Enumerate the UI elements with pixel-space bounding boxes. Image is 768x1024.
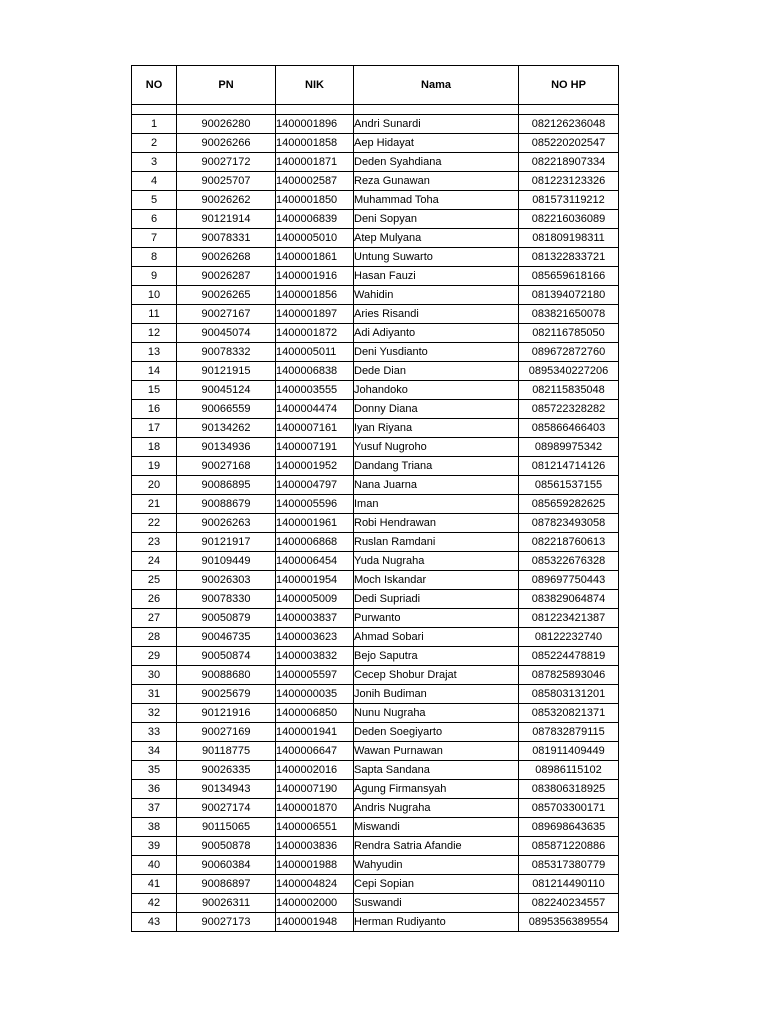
- cell-no-hp: 081214490110: [519, 875, 619, 894]
- cell-nik: 1400004474: [276, 400, 354, 419]
- table-row: [132, 457, 619, 476]
- cell-pn: 90086895: [177, 476, 276, 495]
- cell-nik: 1400007190: [276, 780, 354, 799]
- cell-nik: 1400006868: [276, 533, 354, 552]
- header-no: NO: [132, 66, 177, 105]
- cell-no: 2: [132, 134, 177, 153]
- cell-no: 27: [132, 609, 177, 628]
- cell-no-hp: 081911409449: [519, 742, 619, 761]
- table-row: [132, 172, 619, 191]
- table-row: [132, 913, 619, 932]
- cell-pn: 90078332: [177, 343, 276, 362]
- cell-no: 15: [132, 381, 177, 400]
- cell-no-hp: 089697750443: [519, 571, 619, 590]
- cell-no-hp: 082218907334: [519, 153, 619, 172]
- cell-pn: 90027173: [177, 913, 276, 932]
- cell-nik: 1400004797: [276, 476, 354, 495]
- cell-no-hp: 085320821371: [519, 704, 619, 723]
- cell-pn: 90027174: [177, 799, 276, 818]
- cell-no: 24: [132, 552, 177, 571]
- cell-no-hp: 083829064874: [519, 590, 619, 609]
- table-row: [132, 799, 619, 818]
- cell-pn: 90025679: [177, 685, 276, 704]
- cell-nik: 1400001948: [276, 913, 354, 932]
- cell-nama: Yusuf Nugroho: [354, 438, 519, 457]
- cell-nama: Wahyudin: [354, 856, 519, 875]
- cell-pn: 90121915: [177, 362, 276, 381]
- header-nik: NIK: [276, 66, 354, 105]
- cell-nama: Dandang Triana: [354, 457, 519, 476]
- cell-pn: 90121916: [177, 704, 276, 723]
- cell-no: 38: [132, 818, 177, 837]
- empty-row: [132, 105, 619, 115]
- cell-nama: Yuda Nugraha: [354, 552, 519, 571]
- cell-pn: 90086897: [177, 875, 276, 894]
- cell-pn: 90026335: [177, 761, 276, 780]
- cell-pn: 90027168: [177, 457, 276, 476]
- cell-no: 41: [132, 875, 177, 894]
- cell-no-hp: 085659282625: [519, 495, 619, 514]
- table-row: [132, 704, 619, 723]
- cell-nik: 1400001954: [276, 571, 354, 590]
- table-row: [132, 742, 619, 761]
- table-row: [132, 590, 619, 609]
- table-row: [132, 400, 619, 419]
- cell-no: 14: [132, 362, 177, 381]
- cell-nama: Agung Firmansyah: [354, 780, 519, 799]
- cell-pn: 90088679: [177, 495, 276, 514]
- cell-no: 40: [132, 856, 177, 875]
- cell-no-hp: 08989975342: [519, 438, 619, 457]
- cell-nik: 1400001941: [276, 723, 354, 742]
- cell-nik: 1400003832: [276, 647, 354, 666]
- cell-no-hp: 082126236048: [519, 115, 619, 134]
- table-row: [132, 210, 619, 229]
- table-row: [132, 362, 619, 381]
- cell-nik: 1400001916: [276, 267, 354, 286]
- cell-pn: 90026268: [177, 248, 276, 267]
- table-row: [132, 229, 619, 248]
- table-row: [132, 248, 619, 267]
- cell-nama: Ahmad Sobari: [354, 628, 519, 647]
- table-row: [132, 191, 619, 210]
- cell-no-hp: 085317380779: [519, 856, 619, 875]
- cell-pn: 90026311: [177, 894, 276, 913]
- cell-nama: Ruslan Ramdani: [354, 533, 519, 552]
- cell-nik: 1400003836: [276, 837, 354, 856]
- cell-no-hp: 082218760613: [519, 533, 619, 552]
- cell-pn: 90060384: [177, 856, 276, 875]
- cell-no-hp: 089698643635: [519, 818, 619, 837]
- cell-no-hp: 085659618166: [519, 267, 619, 286]
- cell-no: 10: [132, 286, 177, 305]
- cell-no: 19: [132, 457, 177, 476]
- cell-no-hp: 085871220886: [519, 837, 619, 856]
- cell-no-hp: 082115835048: [519, 381, 619, 400]
- cell-no: 35: [132, 761, 177, 780]
- cell-pn: 90121917: [177, 533, 276, 552]
- header-nama: Nama: [354, 66, 519, 105]
- table-row: [132, 818, 619, 837]
- cell-no-hp: 081573119212: [519, 191, 619, 210]
- cell-nik: 1400001871: [276, 153, 354, 172]
- cell-nik: 1400003837: [276, 609, 354, 628]
- cell-nik: 1400002000: [276, 894, 354, 913]
- cell-no: 7: [132, 229, 177, 248]
- cell-nama: Nunu Nugraha: [354, 704, 519, 723]
- cell-no: 30: [132, 666, 177, 685]
- cell-pn: 90026303: [177, 571, 276, 590]
- cell-nik: 1400006454: [276, 552, 354, 571]
- cell-nama: Deden Soegiyarto: [354, 723, 519, 742]
- cell-nama: Andris Nugraha: [354, 799, 519, 818]
- table-row: [132, 115, 619, 134]
- table-row: [132, 381, 619, 400]
- cell-no-hp: 08986115102: [519, 761, 619, 780]
- cell-no-hp: 08122232740: [519, 628, 619, 647]
- cell-nama: Deden Syahdiana: [354, 153, 519, 172]
- cell-pn: 90026263: [177, 514, 276, 533]
- cell-nik: 1400007191: [276, 438, 354, 457]
- cell-no-hp: 087823493058: [519, 514, 619, 533]
- cell-nik: 1400001897: [276, 305, 354, 324]
- cell-nama: Muhammad Toha: [354, 191, 519, 210]
- cell-nik: 1400000035: [276, 685, 354, 704]
- table-row: [132, 609, 619, 628]
- cell-no: 34: [132, 742, 177, 761]
- cell-no: 23: [132, 533, 177, 552]
- cell-no: 18: [132, 438, 177, 457]
- cell-pn: 90050878: [177, 837, 276, 856]
- cell-no: 22: [132, 514, 177, 533]
- cell-nama: Rendra Satria Afandie: [354, 837, 519, 856]
- cell-pn: 90026266: [177, 134, 276, 153]
- cell-no: 12: [132, 324, 177, 343]
- cell-nik: 1400004824: [276, 875, 354, 894]
- table-row: [132, 647, 619, 666]
- cell-nama: Deni Yusdianto: [354, 343, 519, 362]
- cell-nama: Dedi Supriadi: [354, 590, 519, 609]
- cell-no-hp: 081809198311: [519, 229, 619, 248]
- cell-no-hp: 085224478819: [519, 647, 619, 666]
- cell-no: 1: [132, 115, 177, 134]
- table-body: [132, 105, 619, 932]
- cell-nik: 1400001870: [276, 799, 354, 818]
- header-no-hp: NO HP: [519, 66, 619, 105]
- cell-nik: 1400006838: [276, 362, 354, 381]
- cell-nama: Andri Sunardi: [354, 115, 519, 134]
- cell-no: 37: [132, 799, 177, 818]
- cell-no: 9: [132, 267, 177, 286]
- cell-no: 31: [132, 685, 177, 704]
- cell-no-hp: 081214714126: [519, 457, 619, 476]
- cell-no: 28: [132, 628, 177, 647]
- cell-nik: 1400001896: [276, 115, 354, 134]
- cell-no: 43: [132, 913, 177, 932]
- cell-pn: 90027172: [177, 153, 276, 172]
- table-row: [132, 533, 619, 552]
- cell-no: 13: [132, 343, 177, 362]
- cell-no: 33: [132, 723, 177, 742]
- cell-no: 39: [132, 837, 177, 856]
- cell-no: 17: [132, 419, 177, 438]
- cell-pn: 90118775: [177, 742, 276, 761]
- table-row: [132, 837, 619, 856]
- cell-no-hp: 087825893046: [519, 666, 619, 685]
- table-row: [132, 761, 619, 780]
- table-row: [132, 267, 619, 286]
- table-row: [132, 438, 619, 457]
- cell-nik: 1400001856: [276, 286, 354, 305]
- cell-pn: 90134262: [177, 419, 276, 438]
- cell-no: 5: [132, 191, 177, 210]
- cell-pn: 90026262: [177, 191, 276, 210]
- cell-no: 29: [132, 647, 177, 666]
- cell-nik: 1400005009: [276, 590, 354, 609]
- header-pn: PN: [177, 66, 276, 105]
- cell-nama: Aep Hidayat: [354, 134, 519, 153]
- cell-no-hp: 085803131201: [519, 685, 619, 704]
- table-row: [132, 780, 619, 799]
- cell-nama: Suswandi: [354, 894, 519, 913]
- cell-nama: Hasan Fauzi: [354, 267, 519, 286]
- cell-no-hp: 082116785050: [519, 324, 619, 343]
- cell-no: 42: [132, 894, 177, 913]
- cell-nama: Adi Adiyanto: [354, 324, 519, 343]
- cell-no: 8: [132, 248, 177, 267]
- cell-nik: 1400001850: [276, 191, 354, 210]
- cell-pn: 90027169: [177, 723, 276, 742]
- table-row: [132, 723, 619, 742]
- cell-no-hp: 089672872760: [519, 343, 619, 362]
- cell-nik: 1400005597: [276, 666, 354, 685]
- cell-pn: 90066559: [177, 400, 276, 419]
- cell-nik: 1400001961: [276, 514, 354, 533]
- cell-no: 36: [132, 780, 177, 799]
- table-row: [132, 875, 619, 894]
- cell-nama: Reza Gunawan: [354, 172, 519, 191]
- cell-no-hp: 081223123326: [519, 172, 619, 191]
- cell-no: 25: [132, 571, 177, 590]
- cell-nama: Untung Suwarto: [354, 248, 519, 267]
- cell-nama: Cepi Sopian: [354, 875, 519, 894]
- cell-no-hp: 083806318925: [519, 780, 619, 799]
- cell-nama: Purwanto: [354, 609, 519, 628]
- table-row: [132, 419, 619, 438]
- cell-nik: 1400005011: [276, 343, 354, 362]
- cell-nama: Robi Hendrawan: [354, 514, 519, 533]
- cell-nik: 1400001858: [276, 134, 354, 153]
- cell-nama: Jonih Budiman: [354, 685, 519, 704]
- cell-pn: 90025707: [177, 172, 276, 191]
- table-row: [132, 286, 619, 305]
- cell-pn: 90026280: [177, 115, 276, 134]
- cell-nik: 1400006850: [276, 704, 354, 723]
- cell-pn: 90050879: [177, 609, 276, 628]
- cell-pn: 90121914: [177, 210, 276, 229]
- cell-nik: 1400002016: [276, 761, 354, 780]
- cell-nama: Iyan Riyana: [354, 419, 519, 438]
- table-row: [132, 894, 619, 913]
- cell-pn: 90026287: [177, 267, 276, 286]
- table-row: [132, 476, 619, 495]
- table-row: [132, 153, 619, 172]
- cell-pn: 90050874: [177, 647, 276, 666]
- cell-nik: 1400002587: [276, 172, 354, 191]
- cell-nama: Aries Risandi: [354, 305, 519, 324]
- table-row: [132, 628, 619, 647]
- cell-pn: 90134943: [177, 780, 276, 799]
- cell-no: 21: [132, 495, 177, 514]
- cell-no-hp: 085866466403: [519, 419, 619, 438]
- cell-pn: 90078331: [177, 229, 276, 248]
- cell-nama: Iman: [354, 495, 519, 514]
- cell-no-hp: 085703300171: [519, 799, 619, 818]
- cell-nik: 1400006551: [276, 818, 354, 837]
- cell-nik: 1400001872: [276, 324, 354, 343]
- table-row: [132, 134, 619, 153]
- cell-nama: Nana Juarna: [354, 476, 519, 495]
- cell-nama: Deni Sopyan: [354, 210, 519, 229]
- cell-nik: 1400001952: [276, 457, 354, 476]
- cell-no-hp: 087832879115: [519, 723, 619, 742]
- cell-nama: Atep Mulyana: [354, 229, 519, 248]
- cell-nik: 1400001988: [276, 856, 354, 875]
- table-row: [132, 343, 619, 362]
- cell-nama: Moch Iskandar: [354, 571, 519, 590]
- table-row: [132, 495, 619, 514]
- cell-nama: Cecep Shobur Drajat: [354, 666, 519, 685]
- cell-pn: 90078330: [177, 590, 276, 609]
- cell-no: 3: [132, 153, 177, 172]
- cell-no: 16: [132, 400, 177, 419]
- empty-cell: [132, 105, 177, 115]
- cell-nama: Dede Dian: [354, 362, 519, 381]
- header-row: [132, 66, 619, 105]
- cell-nik: 1400006647: [276, 742, 354, 761]
- cell-no-hp: 081394072180: [519, 286, 619, 305]
- cell-pn: 90045124: [177, 381, 276, 400]
- empty-cell: [276, 105, 354, 115]
- cell-nama: Donny Diana: [354, 400, 519, 419]
- cell-nik: 1400003555: [276, 381, 354, 400]
- cell-no: 32: [132, 704, 177, 723]
- cell-nama: Sapta Sandana: [354, 761, 519, 780]
- cell-nama: Wawan Purnawan: [354, 742, 519, 761]
- cell-pn: 90027167: [177, 305, 276, 324]
- cell-nama: Bejo Saputra: [354, 647, 519, 666]
- cell-no-hp: 085322676328: [519, 552, 619, 571]
- table-row: [132, 856, 619, 875]
- cell-no: 20: [132, 476, 177, 495]
- table-row: [132, 514, 619, 533]
- cell-nama: Miswandi: [354, 818, 519, 837]
- cell-no-hp: 083821650078: [519, 305, 619, 324]
- cell-nik: 1400005010: [276, 229, 354, 248]
- cell-pn: 90088680: [177, 666, 276, 685]
- cell-nik: 1400006839: [276, 210, 354, 229]
- cell-pn: 90134936: [177, 438, 276, 457]
- cell-no-hp: 0895340227206: [519, 362, 619, 381]
- cell-pn: 90026265: [177, 286, 276, 305]
- cell-pn: 90109449: [177, 552, 276, 571]
- cell-pn: 90045074: [177, 324, 276, 343]
- cell-pn: 90046735: [177, 628, 276, 647]
- cell-pn: 90115065: [177, 818, 276, 837]
- cell-no-hp: 0895356389554: [519, 913, 619, 932]
- empty-cell: [177, 105, 276, 115]
- cell-no-hp: 085220202547: [519, 134, 619, 153]
- cell-no: 4: [132, 172, 177, 191]
- cell-no: 26: [132, 590, 177, 609]
- employee-table: [131, 65, 619, 932]
- cell-no-hp: 081223421387: [519, 609, 619, 628]
- cell-nama: Wahidin: [354, 286, 519, 305]
- table-row: [132, 324, 619, 343]
- cell-nama: Johandoko: [354, 381, 519, 400]
- cell-nik: 1400001861: [276, 248, 354, 267]
- table-row: [132, 305, 619, 324]
- cell-no-hp: 085722328282: [519, 400, 619, 419]
- table-row: [132, 685, 619, 704]
- cell-nik: 1400005596: [276, 495, 354, 514]
- cell-no-hp: 081322833721: [519, 248, 619, 267]
- empty-cell: [354, 105, 519, 115]
- cell-nama: Herman Rudiyanto: [354, 913, 519, 932]
- cell-no: 6: [132, 210, 177, 229]
- cell-nik: 1400003623: [276, 628, 354, 647]
- table-row: [132, 666, 619, 685]
- cell-no-hp: 082240234557: [519, 894, 619, 913]
- cell-no-hp: 082216036089: [519, 210, 619, 229]
- table-row: [132, 571, 619, 590]
- cell-no-hp: 08561537155: [519, 476, 619, 495]
- cell-nik: 1400007161: [276, 419, 354, 438]
- table-row: [132, 552, 619, 571]
- cell-no: 11: [132, 305, 177, 324]
- empty-cell: [519, 105, 619, 115]
